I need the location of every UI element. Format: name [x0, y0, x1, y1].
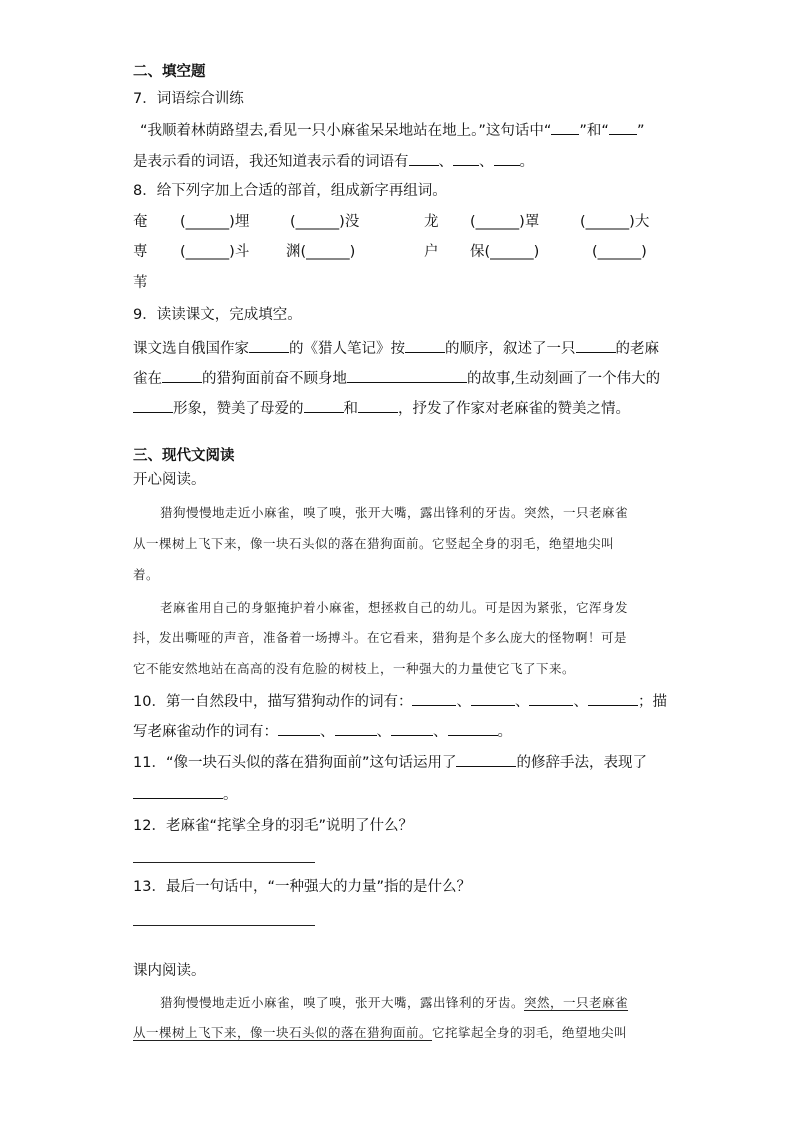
- q7-text: 是表示看的词语，我还知道表示看的词语有: [133, 154, 409, 170]
- q9-text: ，抒发了作家对老麻雀的赞美之情。: [398, 401, 630, 417]
- q8-blank-cell[interactable]: (______)埋: [180, 214, 250, 230]
- q9-text: 的顺序，叙述了一只: [445, 341, 576, 357]
- underlined-text: 突然，一只老麻雀: [524, 995, 629, 1010]
- answer-blank[interactable]: [133, 784, 223, 799]
- q13-title: 13．最后一句话中，“一种强大的力量”指的是什么？: [133, 879, 471, 895]
- separator: 、: [320, 724, 335, 740]
- separator: 、: [456, 694, 471, 710]
- answer-blank[interactable]: [576, 338, 616, 353]
- separator: 、: [514, 694, 530, 710]
- reading2-text: 它挓挲起全身的羽毛，绝望地尖叫: [432, 1025, 628, 1040]
- answer-blank[interactable]: [358, 398, 398, 413]
- q8-char: 奄: [133, 214, 148, 230]
- q10-line2: [133, 721, 512, 742]
- reading1-p1-line: 从一棵树上飞下来，像一块石头似的落在猎狗面前。它竖起全身的羽毛，绝望地尖叫: [133, 536, 615, 551]
- q7-line1: [140, 120, 644, 141]
- answer-blank[interactable]: [409, 151, 439, 166]
- answer-blank[interactable]: [304, 398, 344, 413]
- q8-blank-cell[interactable]: (______)没: [290, 214, 360, 230]
- reading2-text: 猎狗慢慢地走近小麻雀，嗅了嗅，张开大嘴，露出锋利的牙齿。: [160, 995, 525, 1010]
- answer-blank[interactable]: [494, 151, 520, 166]
- q8-char: 苇: [133, 275, 148, 291]
- answer-blank[interactable]: [588, 691, 638, 706]
- separator: 、: [376, 724, 391, 740]
- reading2-line: [160, 993, 628, 1013]
- q10-text: 写老麻雀动作的词有：: [133, 724, 278, 740]
- q7-title: 7．词语综合训练: [133, 91, 244, 107]
- answer-blank[interactable]: [162, 368, 202, 383]
- q12-title: 12．老麻雀“挓挲全身的羽毛”说明了什么？: [133, 818, 413, 834]
- section-title-reading: 三、现代文阅读: [133, 448, 235, 464]
- reading1-intro: 开心阅读。: [133, 472, 206, 488]
- q11-line2: [133, 784, 238, 805]
- answer-blank[interactable]: [412, 691, 456, 706]
- q9-title: 9．读读课文，完成填空。: [133, 307, 302, 323]
- reading1-p2-line: 抖，发出嘶哑的声音，准备着一场搏斗。在它看来，猎狗是个多么庞大的怪物啊！可是: [133, 630, 628, 645]
- reading1-p1-line: 着。: [133, 567, 160, 582]
- q9-line2: [133, 368, 660, 389]
- reading1-p1-line: 猎狗慢慢地走近小麻雀，嗅了嗅，张开大嘴，露出锋利的牙齿。突然，一只老麻雀: [160, 505, 629, 520]
- q9-text: 课文选自俄国作家: [133, 341, 249, 357]
- answer-blank[interactable]: [249, 338, 289, 353]
- q10-text: 10．第一自然段中，描写猎狗动作的词有：: [133, 694, 413, 710]
- reading2-intro: 课内阅读。: [133, 963, 206, 979]
- q9-text: 雀在: [133, 371, 162, 387]
- answer-blank[interactable]: [471, 691, 515, 706]
- answer-blank[interactable]: [335, 721, 377, 736]
- answer-blank[interactable]: [456, 752, 516, 767]
- q9-text: 和: [343, 401, 358, 417]
- q8-blank-cell[interactable]: (______)斗: [180, 244, 250, 260]
- reading1-p2-line: 它不能安然地站在高高的没有危脸的树枝上，一种强大的力量使它飞了下来。: [133, 661, 576, 676]
- separator: 、: [433, 724, 448, 740]
- q10-line1: [133, 691, 667, 712]
- underlined-text: 从一棵树上飞下来，像一块石头似的落在猎狗面前。: [133, 1025, 433, 1040]
- reading2-line: [133, 1023, 627, 1043]
- q8-blank-cell[interactable]: 渊(______): [286, 244, 356, 260]
- q7-line2: [133, 151, 534, 172]
- period: 。: [223, 787, 238, 803]
- q7-text: ”和“: [579, 123, 609, 139]
- answer-blank[interactable]: [453, 151, 479, 166]
- q10-text: ；描: [637, 694, 667, 710]
- reading1-p2-line: 老麻雀用自己的身躯掩护着小麻雀，想拯救自己的幼儿。可是因为紧张，它浑身发: [160, 600, 629, 615]
- period: 。: [519, 154, 534, 170]
- answer-blank[interactable]: [609, 120, 637, 135]
- q8-char: 龙: [424, 214, 439, 230]
- q9-text: 的猎狗面前奋不顾身地: [202, 371, 347, 387]
- q9-text: 形象，赞美了母爱的: [173, 401, 304, 417]
- answer-blank[interactable]: [448, 721, 498, 736]
- q11-line1: [133, 752, 647, 773]
- q9-line1: [133, 338, 659, 359]
- q7-text: “我顺着林荫路望去,看见一只小麻雀呆呆地站在地上。”这句话中“: [140, 123, 552, 139]
- separator: 、: [438, 154, 453, 170]
- q8-blank-cell[interactable]: (______): [592, 244, 647, 260]
- period: 。: [497, 724, 512, 740]
- q8-char: 户: [424, 244, 439, 260]
- answer-blank[interactable]: [133, 398, 173, 413]
- q8-title: 8．给下列字加上合适的部首，组成新字再组词。: [133, 183, 447, 199]
- answer-blank[interactable]: [347, 368, 467, 383]
- q9-text: 的老麻: [615, 341, 659, 357]
- q8-blank-cell[interactable]: 保(______): [470, 244, 540, 260]
- q11-text: 11．“像一块石头似的落在猎狗面前”这句话运用了: [133, 755, 457, 771]
- q7-text: ”: [636, 123, 645, 139]
- q8-char: 専: [133, 244, 148, 260]
- q13-answer-line[interactable]: [133, 925, 315, 926]
- q8-blank-cell[interactable]: (______)罩: [470, 214, 540, 230]
- answer-blank[interactable]: [278, 721, 320, 736]
- q9-text: 的故事,生动刻画了一个伟大的: [467, 371, 661, 387]
- answer-blank[interactable]: [391, 721, 433, 736]
- separator: 、: [573, 694, 588, 710]
- answer-blank[interactable]: [529, 691, 573, 706]
- q12-answer-line[interactable]: [133, 862, 315, 863]
- section-title-fill-blank: 二、填空题: [133, 64, 206, 80]
- q8-blank-cell[interactable]: (______)大: [580, 214, 650, 230]
- q9-text: 的《猎人笔记》按: [289, 341, 405, 357]
- q11-text: 的修辞手法，表现了: [516, 755, 647, 771]
- q9-line3: [133, 398, 630, 419]
- answer-blank[interactable]: [551, 120, 579, 135]
- separator: 、: [479, 154, 494, 170]
- answer-blank[interactable]: [405, 338, 445, 353]
